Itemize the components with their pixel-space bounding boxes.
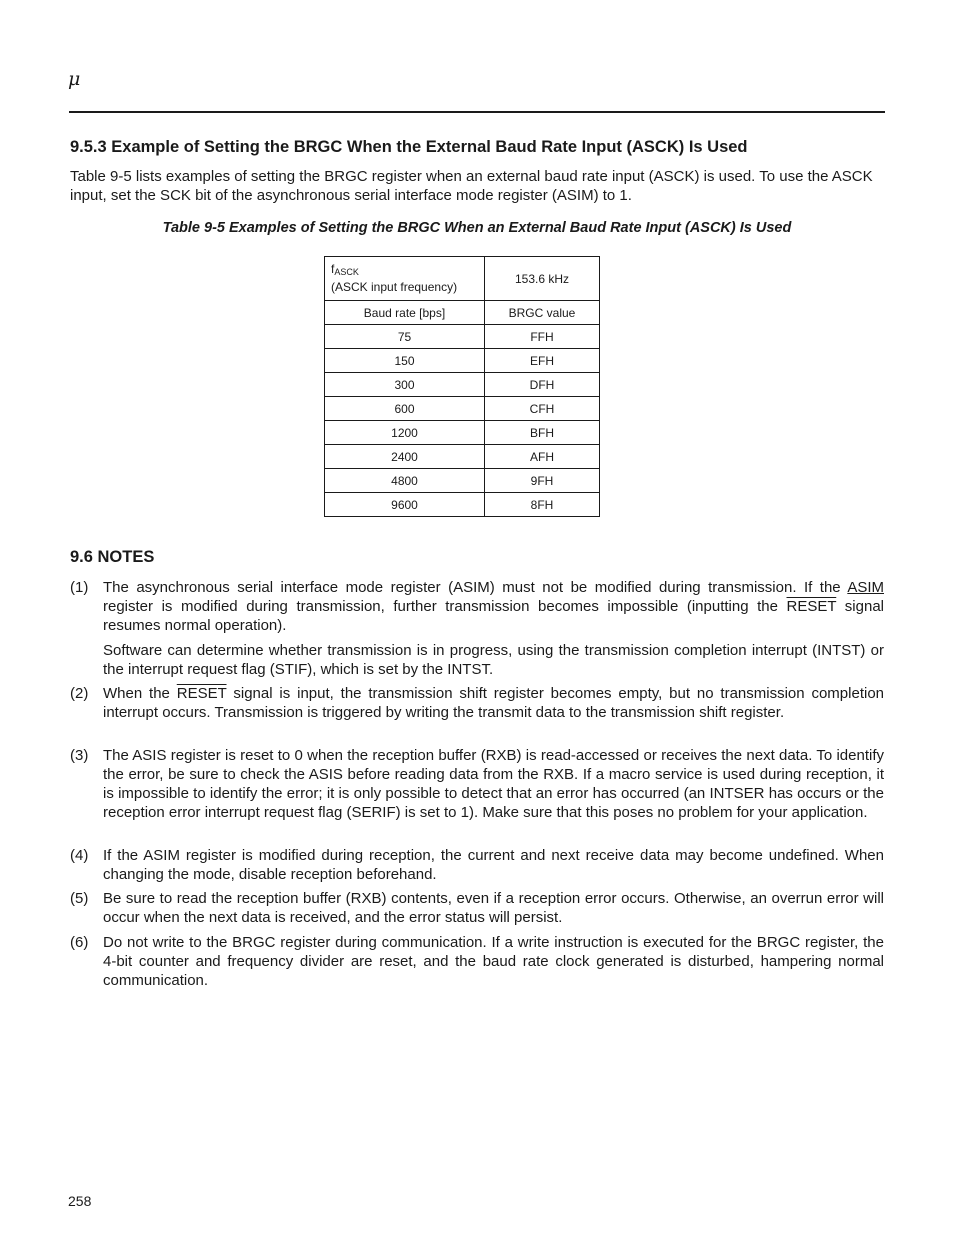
note-5: [70, 889, 884, 927]
section-title: 9.5.3 Example of Setting the BRGC When the External Baud Rate Input (ASCK) Is Used: [70, 138, 748, 156]
note-6: [70, 933, 884, 990]
header-rule: [69, 111, 885, 113]
baud-cell: 600: [325, 397, 485, 421]
note-number: (2): [70, 685, 89, 702]
baud-cell: 300: [325, 373, 485, 397]
brgc-cell: AFH: [485, 445, 600, 469]
frequency-value-cell: 153.6 kHz: [485, 257, 600, 301]
baud-cell: 9600: [325, 493, 485, 517]
note-text: [103, 684, 884, 722]
baud-cell: 1200: [325, 421, 485, 445]
notes-title: 9.6 NOTES: [70, 548, 155, 566]
page-number: 258: [68, 1193, 92, 1209]
note-text: Be sure to read the reception buffer (RXB) contents, even if a reception error occurs. Otherwise, an overrun error will occur when the next data is received, and the error status will persist.: [103, 890, 884, 926]
note-number: (6): [70, 934, 89, 951]
reset-signal-overlined: RESET: [786, 598, 837, 615]
note-3: [70, 746, 884, 822]
table-header-row: [325, 301, 600, 325]
brgc-cell: EFH: [485, 349, 600, 373]
brgc-cell: FFH: [485, 325, 600, 349]
table-row: [325, 421, 600, 445]
brgc-table: [324, 256, 600, 517]
brgc-cell: CFH: [485, 397, 600, 421]
baud-cell: 4800: [325, 469, 485, 493]
note-2: [70, 684, 884, 722]
note-number: (4): [70, 847, 89, 864]
table-row: [325, 349, 600, 373]
header-symbol: μ: [68, 68, 81, 90]
col-header-baud: Baud rate [bps]: [325, 301, 485, 325]
note-2-text-a: When the: [103, 685, 177, 702]
brgc-cell: DFH: [485, 373, 600, 397]
table-row: [325, 325, 600, 349]
frequency-label-cell: [325, 257, 485, 301]
frequency-symbol: f: [331, 262, 335, 276]
baud-cell: 2400: [325, 445, 485, 469]
table-caption: Table 9-5 Examples of Setting the BRGC When an External Baud Rate Input (ASCK) Is Used: [162, 220, 792, 236]
baud-cell: 150: [325, 349, 485, 373]
note-number: (3): [70, 747, 89, 764]
asim-underlined: ASIM: [847, 579, 884, 596]
note-text: Do not write to the BRGC register during communication. If a write instruction is executed for the BRGC register, the 4-bit counter and frequency divider are reset, and the baud rate clock generated is disturbed, hampering normal communication.: [103, 934, 884, 989]
table-row-frequency: [325, 257, 600, 301]
frequency-description: (ASCK input frequency): [331, 280, 458, 294]
note-1: [70, 578, 884, 679]
note-1-text-c: signal resumes normal operation).: [103, 598, 884, 634]
brgc-cell: 9FH: [485, 469, 600, 493]
note-1-text-b: register is modified during transmission, further transmission becomes impossible (inputting the: [103, 598, 787, 615]
note-text: The ASIS register is reset to 0 when the reception buffer (RXB) is read-accessed or receives the next data. To identify the error, be sure to check the ASIS before reading data from the RXB. If a macro service is used during reception, it is impossible to identify the error; it is only possible to detect that an error has occurred (an INTSER has occurs or the reception error interrupt request flag (SERIF) is set to 1). Make sure that this poses no problem for your application.: [103, 747, 884, 821]
note-2-text-b: signal is input, the transmission shift register becomes empty, but no transmission completion interrupt occurs. Transmission is triggered by writing the transmit data to the transmission shift register.: [103, 685, 885, 721]
note-number: (5): [70, 890, 89, 907]
table-row: [325, 469, 600, 493]
note-1-text-a: The asynchronous serial interface mode register (ASIM) must not be modified during transmission. If the: [103, 579, 848, 596]
table-row: [325, 493, 600, 517]
col-header-brgc: BRGC value: [485, 301, 600, 325]
brgc-cell: BFH: [485, 421, 600, 445]
table-row: [325, 445, 600, 469]
section-intro: Table 9-5 lists examples of setting the BRGC register when an external baud rate input (ASCK) is used. To use the ASCK input, set the SCK bit of the asynchronous serial interface mode register (ASIM) to 1.: [70, 168, 873, 204]
brgc-cell: 8FH: [485, 493, 600, 517]
baud-cell: 75: [325, 325, 485, 349]
table-row: [325, 397, 600, 421]
note-text: If the ASIM register is modified during reception, the current and next receive data may become undefined. When changing the mode, disable reception beforehand.: [103, 847, 884, 883]
note-4: [70, 846, 884, 884]
note-1-paragraph-2: Software can determine whether transmission is in progress, using the transmission completion interrupt (INTST) or the interrupt request flag (STIF), which is set by the INTST.: [103, 642, 884, 678]
reset-signal-overlined: RESET: [176, 685, 227, 702]
note-number: (1): [70, 579, 89, 596]
frequency-subscript: ASCK: [334, 267, 359, 277]
note-text: [103, 578, 884, 635]
table-row: [325, 373, 600, 397]
